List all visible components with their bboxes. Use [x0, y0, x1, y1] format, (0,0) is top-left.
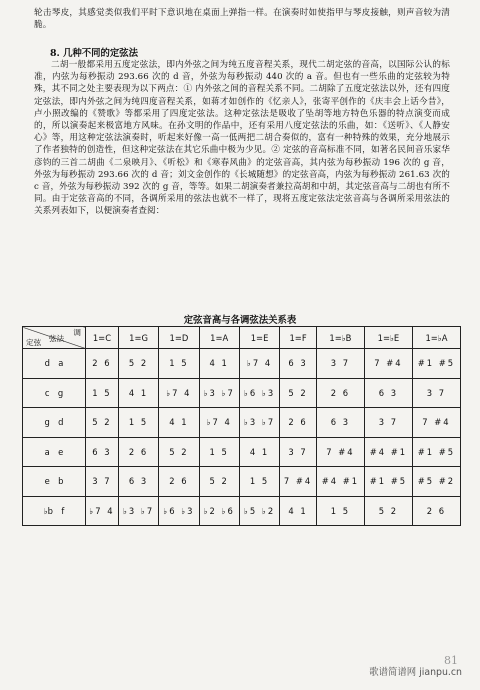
table-corner-cell — [23, 327, 86, 349]
key-header: 1=E — [239, 327, 279, 349]
fingering-cell: #1 #5 — [412, 349, 460, 379]
fingering-cell: 3 7 — [412, 378, 460, 408]
fingering-cell: 5 2 — [118, 349, 158, 379]
section-heading: 8. 几种不同的定弦法 — [50, 48, 139, 59]
tuning-cell: a e — [23, 437, 86, 467]
fingering-cell: 2 6 — [159, 467, 199, 497]
fingering-cell: 1 5 — [118, 408, 158, 438]
fingering-cell: ♭7 4 — [159, 378, 199, 408]
table-row — [23, 349, 461, 379]
fingering-cell: 3 7 — [364, 408, 412, 438]
fingering-cell: 4 1 — [239, 437, 279, 467]
fingering-cell: 2 6 — [316, 378, 364, 408]
fingering-cell: 7 #4 — [280, 467, 317, 497]
tuning-cell: c g — [23, 378, 86, 408]
key-header: 1=A — [199, 327, 239, 349]
fingering-cell: 1 5 — [316, 496, 364, 526]
fingering-cell: 5 2 — [364, 496, 412, 526]
fingering-cell: ♭7 4 — [86, 496, 119, 526]
fingering-cell: 2 6 — [412, 496, 460, 526]
fingering-cell: ♭3 ♭7 — [118, 496, 158, 526]
fingering-cell: ♭7 4 — [199, 408, 239, 438]
table-row — [23, 408, 461, 438]
table-row — [23, 437, 461, 467]
fingering-cell: #4 #1 — [364, 437, 412, 467]
fingering-cell: 4 1 — [280, 496, 317, 526]
fingering-cell: 3 7 — [316, 349, 364, 379]
fingering-cell: 6 3 — [280, 349, 317, 379]
fingering-cell: 5 2 — [280, 378, 317, 408]
fingering-cell: #1 #5 — [364, 467, 412, 497]
intro-text: 轮击琴皮，其感觉类似我们平时下意识地在桌面上弹指一样。在演奏时如使指甲与琴皮接触，则声音较为清脆。 — [34, 8, 450, 31]
key-header: 1=C — [86, 327, 119, 349]
fingering-cell: 4 1 — [118, 378, 158, 408]
tuning-cell: e b — [23, 467, 86, 497]
key-header: 1=♭B — [316, 327, 364, 349]
table-header-row — [23, 327, 461, 349]
fingering-cell: 3 7 — [280, 437, 317, 467]
fingering-cell: 4 1 — [159, 408, 199, 438]
fingering-cell: 7 #4 — [412, 408, 460, 438]
fingering-cell: 5 2 — [199, 467, 239, 497]
tuning-cell: g d — [23, 408, 86, 438]
key-header: 1=F — [280, 327, 317, 349]
fingering-cell: 1 5 — [86, 378, 119, 408]
fingering-cell: 5 2 — [86, 408, 119, 438]
fingering-cell: 1 5 — [159, 349, 199, 379]
body-paragraph: 二胡一般都采用五度定弦法，即内外弦之间为纯五度音程关系，现代二胡定弦的音高，以国际公认的标准，内弦为每秒振动 293.66 次的 d 音，外弦为每秒振动 440 次的 a 音。但也有一些乐曲的定弦较为特殊，其不同之处主要表现为以下两点：① 内外弦之间的音程关系不同。二胡除了五度定弦法以外，还有四度定弦法，即内外弦之间为纯四度音程关系，如蒋才如创作的《忆亲人》，张寄平创作的《庆丰会上话今昔》，卢小照改编的《赞歌》等都采用了四度定弦法。这种定弦法是吸收了坠胡等地方特色乐器的特点演变而成的，所以演奏起来极富地方风味。在孙文明的作品中，还有采用八度定弦法的乐曲，如：《送听》、《人静安心》等，用这种定弦法演奏时，听起来好像一高一低两把二胡合奏似的，富有一种特殊的效果，充分地展示了作者独特的创造性，但这种定弦法在其它乐曲中极为少见。② 定弦的音高标准不同，如著名民间音乐家华彦钧的三首二胡曲《二泉映月》、《听松》和《寒春风曲》的定弦音高，其内弦为每秒振动 196 次的 g 音，外弦为每秒振动 293.66 次的 d 音；刘文金创作的《长城随想》的定弦音高，内弦为每秒振动 261.63 次的 c 音，外弦为每秒振动 392 次的 g 音，等等。如果二胡演奏者兼拉高胡和中胡，其定弦音高与二胡也有所不同。由于定弦音高的不同，各调所采用的弦法也就不一样了，现将五度定弦法定弦音高与各调所采用弦法的关系列表如下，以便演奏者查阅： — [34, 60, 450, 217]
fingering-cell: 1 5 — [199, 437, 239, 467]
table-row — [23, 496, 461, 526]
corner-label-key: 调 — [73, 328, 81, 337]
key-header: 1=G — [118, 327, 158, 349]
fingering-cell: #4 #1 — [316, 467, 364, 497]
fingering-cell: 1 5 — [239, 467, 279, 497]
fingering-cell: ♭3 ♭7 — [199, 378, 239, 408]
fingering-cell: #5 #2 — [412, 467, 460, 497]
table-body — [23, 349, 461, 526]
key-header: 1=♭E — [364, 327, 412, 349]
fingering-cell: ♭6 ♭3 — [159, 496, 199, 526]
corner-label-fingering: 弦法 — [49, 334, 65, 343]
fingering-cell: 2 6 — [118, 437, 158, 467]
tuning-cell: ♭b f — [23, 496, 86, 526]
fingering-cell: 7 #4 — [316, 437, 364, 467]
table-row — [23, 378, 461, 408]
fingering-cell: 2 6 — [280, 408, 317, 438]
tuning-cell: d a — [23, 349, 86, 379]
fingering-cell: 7 #4 — [364, 349, 412, 379]
fingering-cell: 4 1 — [199, 349, 239, 379]
page-number: 81 — [444, 654, 458, 667]
table-row — [23, 467, 461, 497]
fingering-cell: 6 3 — [364, 378, 412, 408]
fingering-cell: ♭7 4 — [239, 349, 279, 379]
tuning-table — [22, 326, 461, 526]
fingering-cell: 5 2 — [159, 437, 199, 467]
fingering-cell: 2 6 — [86, 349, 119, 379]
fingering-cell: ♭5 ♭2 — [239, 496, 279, 526]
fingering-cell: 6 3 — [86, 437, 119, 467]
corner-label-tuning: 定弦 — [26, 338, 42, 347]
fingering-cell: #1 #5 — [412, 437, 460, 467]
site-watermark: 歌谱简谱网 jianpu.cn — [369, 667, 462, 678]
table-caption: 定弦音高与各调弦法关系表 — [183, 315, 297, 326]
key-header: 1=D — [159, 327, 199, 349]
fingering-cell: 3 7 — [86, 467, 119, 497]
fingering-cell: ♭2 ♭6 — [199, 496, 239, 526]
key-header: 1=♭A — [412, 327, 460, 349]
fingering-cell: 6 3 — [118, 467, 158, 497]
fingering-cell: ♭6 ♭3 — [239, 378, 279, 408]
fingering-cell: ♭3 ♭7 — [239, 408, 279, 438]
fingering-cell: 6 3 — [316, 408, 364, 438]
